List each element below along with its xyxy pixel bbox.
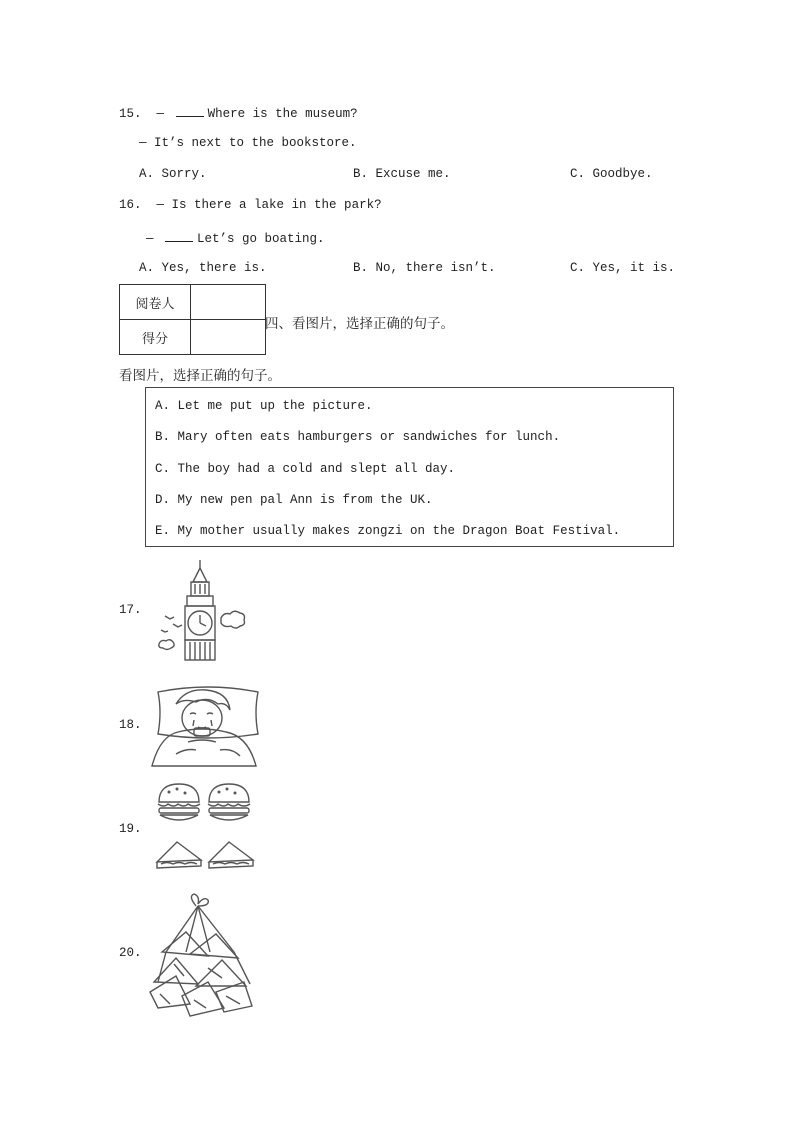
q16-option-c: C. Yes, it is. (570, 261, 676, 275)
choice-c: C. The boy had a cold and slept all day. (155, 462, 456, 476)
picture-20-number: 20. (119, 946, 142, 960)
picture-18-number: 18. (119, 718, 142, 732)
score-cell (191, 320, 266, 355)
reviewer-label: 阅卷人 (120, 285, 191, 320)
score-table (119, 284, 266, 355)
q15-blank (176, 105, 204, 117)
choice-a: A. Let me put up the picture. (155, 399, 373, 413)
q15-option-a: A. Sorry. (139, 167, 207, 181)
q16-blank (165, 230, 193, 242)
q15-dash: — (156, 107, 165, 121)
q16-option-b: B. No, there isn’t. (353, 261, 496, 275)
q16-dash: — (146, 232, 154, 246)
q15-option-c: C. Goodbye. (570, 167, 653, 181)
q16-reply-text: Let’s go boating. (197, 232, 325, 246)
zongzi-icon (146, 892, 258, 1022)
q15-number: 15. (119, 107, 142, 121)
choice-e: E. My mother usually makes zongzi on the Dragon Boat Festival. (155, 524, 621, 538)
choice-d: D. My new pen pal Ann is from the UK. (155, 493, 433, 507)
q15-question (119, 105, 358, 121)
reviewer-cell (191, 285, 266, 320)
q15-reply: — It’s next to the bookstore. (139, 136, 357, 150)
q16-reply (146, 230, 325, 246)
q16-question-text: — Is there a lake in the park? (156, 198, 382, 212)
q16-number: 16. (119, 198, 142, 212)
hamburger-left (158, 784, 200, 820)
q15-option-b: B. Excuse me. (353, 167, 451, 181)
hamburgers-sandwiches-icon (155, 782, 255, 872)
q16-option-a: A. Yes, there is. (139, 261, 267, 275)
q15-question-text: Where is the museum? (207, 107, 358, 121)
choice-b: B. Mary often eats hamburgers or sandwiches for lunch. (155, 430, 561, 444)
score-label: 得分 (120, 320, 191, 355)
q16-question (119, 198, 382, 212)
sick-boy-icon (150, 682, 262, 768)
picture-19-number: 19. (119, 822, 142, 836)
picture-17-number: 17. (119, 603, 142, 617)
section-instruction: 看图片，选择正确的句子。 (119, 368, 281, 384)
choices-box (145, 387, 674, 547)
section-heading: 四、看图片，选择正确的句子。 (265, 316, 454, 332)
big-ben-icon (155, 560, 247, 662)
